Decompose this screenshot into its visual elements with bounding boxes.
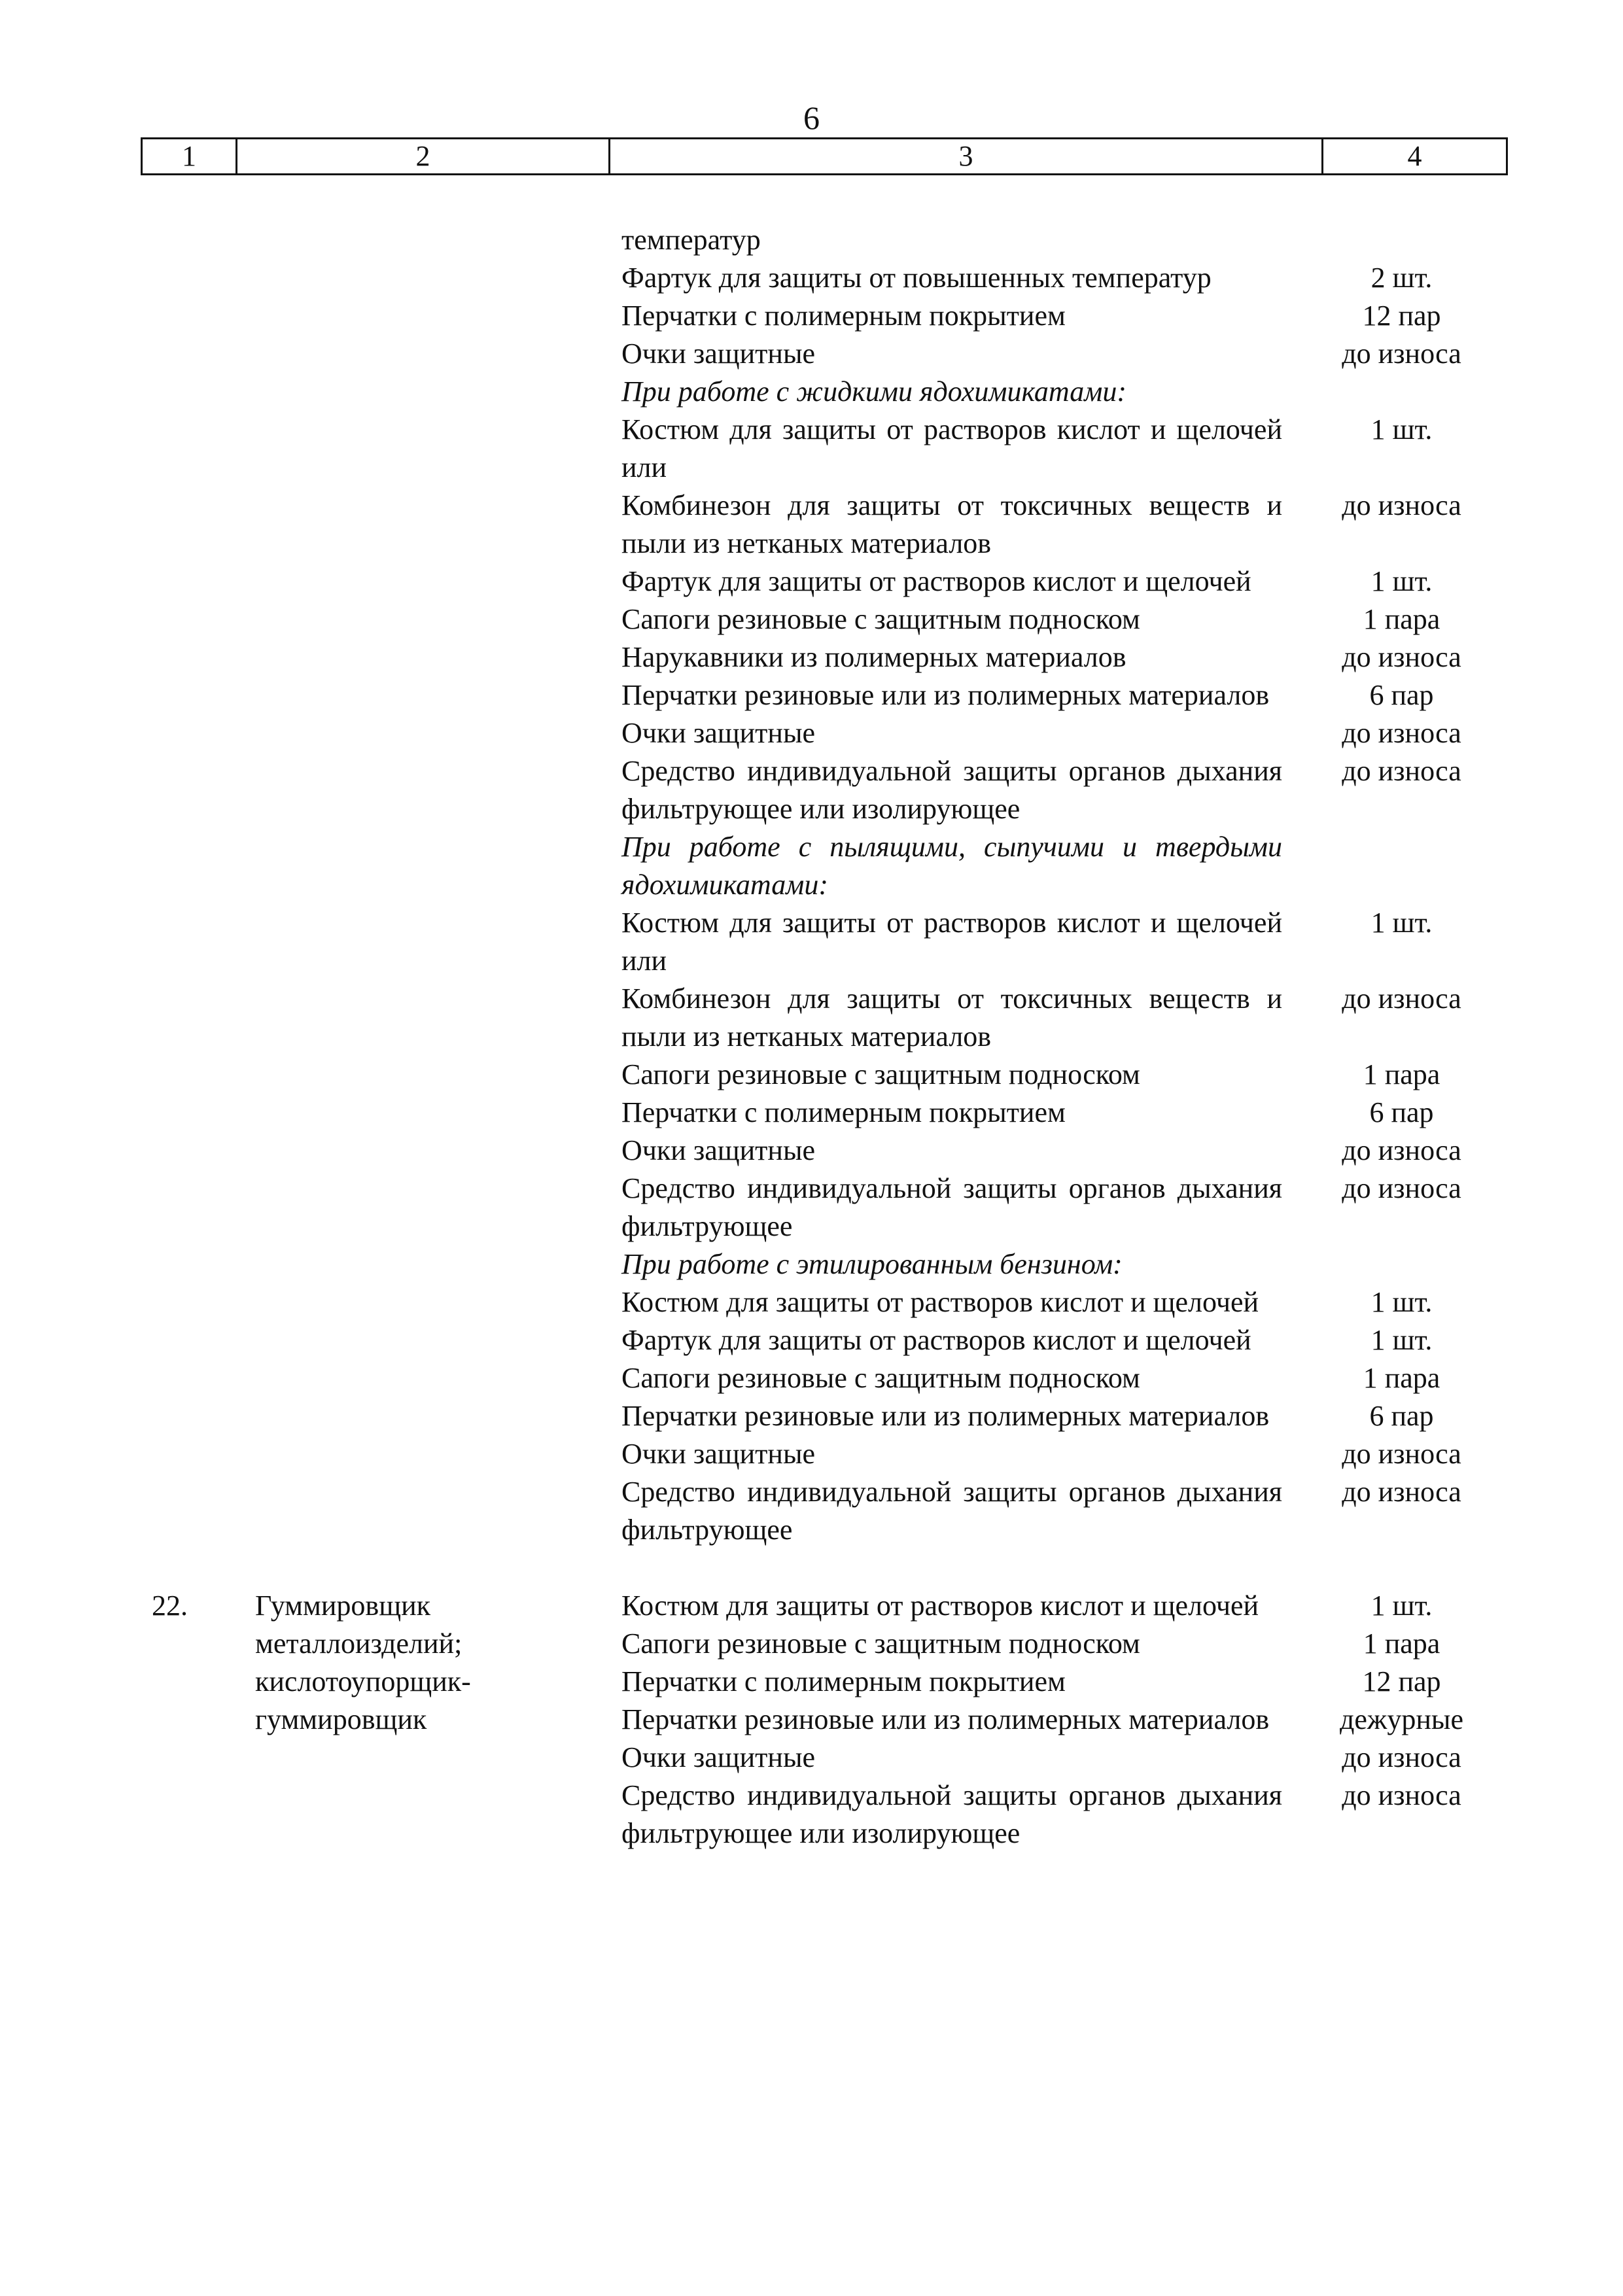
- empty-cell: [236, 1056, 608, 1094]
- table-row: [141, 1132, 1508, 1170]
- table-row: [141, 638, 1508, 676]
- item-quantity: 1 шт.: [1370, 565, 1433, 597]
- empty-cell: [236, 1245, 608, 1283]
- table-row: [141, 221, 1508, 259]
- item-number: 22.: [152, 1590, 188, 1622]
- item-name: Средство индивидуальной защиты органов дыхания фильтрующее или изолирующее: [621, 1779, 1282, 1849]
- empty-cell: [236, 828, 608, 904]
- table-body: [141, 221, 1508, 1852]
- table-row: [141, 904, 1508, 980]
- table-row: [608, 1701, 1508, 1739]
- item-name: Комбинезон для защиты от токсичных веществ и пыли из нетканых материалов: [621, 983, 1282, 1052]
- table-row: [141, 714, 1508, 752]
- item-quantity: до износа: [1342, 1779, 1461, 1811]
- item-name: температур: [621, 224, 761, 256]
- empty-cell: [141, 1321, 236, 1359]
- table-row: [141, 259, 1508, 297]
- table-row: [141, 1283, 1508, 1321]
- item-name: Костюм для защиты от растворов кислот и щелочей или: [621, 907, 1282, 977]
- item-name: Сапоги резиновые с защитным подноском: [621, 603, 1140, 635]
- table-row: [141, 487, 1508, 563]
- item-name: Перчатки резиновые или из полимерных материалов: [621, 1400, 1270, 1432]
- empty-cell: [141, 638, 236, 676]
- item-name: Очки защитные: [621, 1438, 816, 1470]
- item-name: Перчатки резиновые или из полимерных материалов: [621, 679, 1270, 711]
- table-row: [141, 828, 1508, 904]
- block-22: [141, 1587, 1508, 1852]
- item-name: Очки защитные: [621, 1134, 816, 1166]
- item-quantity: 1 шт.: [1370, 1324, 1433, 1356]
- table-row: [141, 1359, 1508, 1397]
- item-quantity: до износа: [1342, 983, 1461, 1015]
- item-quantity: дежурные: [1340, 1703, 1463, 1735]
- item-name: Фартук для защиты от растворов кислот и щелочей: [621, 1324, 1251, 1356]
- item-quantity: 1 шт.: [1370, 413, 1433, 445]
- empty-cell: [236, 373, 608, 411]
- empty-cell: [236, 1359, 608, 1397]
- item-quantity: до износа: [1342, 1134, 1461, 1166]
- item-quantity: [1321, 828, 1508, 904]
- item-quantity: 6 пар: [1369, 1096, 1434, 1128]
- column-header-1: 1: [143, 139, 237, 173]
- empty-cell: [236, 297, 608, 335]
- table-row: [608, 1777, 1508, 1852]
- empty-cell: [236, 1283, 608, 1321]
- item-quantity: 1 шт.: [1370, 1590, 1433, 1622]
- empty-cell: [141, 1283, 236, 1321]
- item-quantity: 12 пар: [1362, 1665, 1441, 1697]
- item-name: Перчатки с полимерным покрытием: [621, 300, 1066, 332]
- section-heading: При работе с пылящими, сыпучими и твердыми ядохимикатами:: [621, 831, 1282, 901]
- empty-cell: [141, 1359, 236, 1397]
- empty-cell: [141, 828, 236, 904]
- item-name: Сапоги резиновые с защитным подноском: [621, 1058, 1140, 1090]
- empty-cell: [236, 980, 608, 1056]
- table-row: [141, 752, 1508, 828]
- profession-name: Гуммировщик металлоизделий; кислотоупорщик-гуммировщик: [255, 1590, 471, 1735]
- table-row: [141, 980, 1508, 1056]
- table-row: [141, 600, 1508, 638]
- table-row: [141, 373, 1508, 411]
- empty-cell: [141, 676, 236, 714]
- empty-cell: [141, 904, 236, 980]
- empty-cell: [236, 1435, 608, 1473]
- item-quantity: до износа: [1342, 1438, 1461, 1470]
- table-row: [608, 1663, 1508, 1701]
- page-number: 6: [803, 99, 820, 136]
- table-row: [141, 676, 1508, 714]
- block-gap: [141, 1549, 1508, 1587]
- empty-cell: [141, 563, 236, 600]
- empty-cell: [141, 714, 236, 752]
- empty-cell: [141, 297, 236, 335]
- empty-cell: [236, 221, 608, 259]
- empty-cell: [141, 335, 236, 373]
- item-quantity: [1321, 1245, 1508, 1283]
- column-header-2: 2: [237, 139, 610, 173]
- empty-cell: [141, 487, 236, 563]
- item-name: Фартук для защиты от повышенных температур: [621, 262, 1212, 294]
- empty-cell: [236, 563, 608, 600]
- item-quantity: 1 пара: [1363, 1058, 1440, 1090]
- empty-cell: [141, 259, 236, 297]
- item-quantity: до износа: [1342, 1172, 1461, 1204]
- item-name: Комбинезон для защиты от токсичных веществ и пыли из нетканых материалов: [621, 489, 1282, 559]
- empty-cell: [236, 752, 608, 828]
- item-name: Очки защитные: [621, 1741, 816, 1773]
- item-name: Нарукавники из полимерных материалов: [621, 641, 1126, 673]
- item-quantity: 1 шт.: [1370, 907, 1433, 939]
- empty-cell: [141, 1473, 236, 1549]
- item-name: Средство индивидуальной защиты органов дыхания фильтрующее: [621, 1172, 1282, 1242]
- empty-cell: [141, 221, 236, 259]
- item-name: Перчатки с полимерным покрытием: [621, 1096, 1066, 1128]
- item-name: Средство индивидуальной защиты органов дыхания фильтрующее: [621, 1476, 1282, 1546]
- table-row: [141, 297, 1508, 335]
- table-row: [141, 1473, 1508, 1549]
- item-quantity: до износа: [1342, 641, 1461, 673]
- empty-cell: [141, 1056, 236, 1094]
- empty-cell: [236, 1094, 608, 1132]
- table-row: [141, 1397, 1508, 1435]
- item-quantity: 1 пара: [1363, 1627, 1440, 1660]
- item-quantity: до износа: [1342, 717, 1461, 749]
- item-name: Перчатки резиновые или из полимерных материалов: [621, 1703, 1270, 1735]
- empty-cell: [141, 373, 236, 411]
- empty-cell: [236, 714, 608, 752]
- item-quantity: 6 пар: [1369, 679, 1434, 711]
- item-name: Костюм для защиты от растворов кислот и щелочей или: [621, 413, 1282, 483]
- empty-cell: [236, 335, 608, 373]
- empty-cell: [141, 1132, 236, 1170]
- table-row: [141, 1435, 1508, 1473]
- empty-cell: [236, 1170, 608, 1245]
- item-name: Костюм для защиты от растворов кислот и щелочей: [621, 1286, 1259, 1318]
- empty-cell: [141, 980, 236, 1056]
- item-name: Средство индивидуальной защиты органов дыхания фильтрующее или изолирующее: [621, 755, 1282, 825]
- item-quantity: до износа: [1342, 755, 1461, 787]
- column-header-4: 4: [1407, 140, 1422, 172]
- section-heading: При работе с этилированным бензином:: [621, 1248, 1123, 1280]
- item-quantity: 2 шт.: [1370, 262, 1433, 294]
- item-quantity: [1321, 373, 1508, 411]
- empty-cell: [236, 259, 608, 297]
- empty-cell: [236, 1132, 608, 1170]
- table-row: [141, 411, 1508, 487]
- empty-cell: [236, 904, 608, 980]
- table-row: [608, 1625, 1508, 1663]
- empty-cell: [141, 1397, 236, 1435]
- empty-cell: [236, 411, 608, 487]
- item-quantity: до износа: [1342, 1476, 1461, 1508]
- empty-cell: [141, 1435, 236, 1473]
- table-row: [141, 335, 1508, 373]
- table-row: [608, 1739, 1508, 1777]
- empty-cell: [236, 600, 608, 638]
- table-row: [141, 1321, 1508, 1359]
- item-name: Костюм для защиты от растворов кислот и щелочей: [621, 1590, 1259, 1622]
- item-name: Очки защитные: [621, 338, 816, 370]
- empty-cell: [141, 600, 236, 638]
- section-heading: При работе с жидкими ядохимикатами:: [621, 375, 1126, 408]
- table-row: [141, 563, 1508, 600]
- empty-cell: [141, 1094, 236, 1132]
- empty-cell: [141, 1245, 236, 1283]
- item-quantity: 1 шт.: [1370, 1286, 1433, 1318]
- column-header-row: [141, 137, 1508, 175]
- table-row: [608, 1587, 1508, 1625]
- table-row: [141, 1056, 1508, 1094]
- empty-cell: [236, 676, 608, 714]
- empty-cell: [141, 1170, 236, 1245]
- table-row: [141, 1094, 1508, 1132]
- item-quantity: 12 пар: [1362, 300, 1441, 332]
- item-quantity: до износа: [1342, 1741, 1461, 1773]
- empty-cell: [236, 1397, 608, 1435]
- item-name: Фартук для защиты от растворов кислот и щелочей: [621, 565, 1251, 597]
- block-continued-items: [141, 221, 1508, 1549]
- item-name: Сапоги резиновые с защитным подноском: [621, 1362, 1140, 1394]
- empty-cell: [236, 638, 608, 676]
- empty-cell: [236, 1473, 608, 1549]
- item-name: Очки защитные: [621, 717, 816, 749]
- item-quantity: до износа: [1342, 338, 1461, 370]
- item-quantity: 6 пар: [1369, 1400, 1434, 1432]
- empty-cell: [141, 411, 236, 487]
- item-quantity: до износа: [1342, 489, 1461, 521]
- empty-cell: [236, 1321, 608, 1359]
- table-row: [141, 1170, 1508, 1245]
- empty-cell: [236, 487, 608, 563]
- empty-cell: [141, 752, 236, 828]
- table-row: [141, 1245, 1508, 1283]
- item-quantity: [1321, 221, 1508, 259]
- item-quantity: 1 пара: [1363, 603, 1440, 635]
- item-quantity: 1 пара: [1363, 1362, 1440, 1394]
- block-22-items: [608, 1587, 1508, 1852]
- item-name: Сапоги резиновые с защитным подноском: [621, 1627, 1140, 1660]
- item-name: Перчатки с полимерным покрытием: [621, 1665, 1066, 1697]
- column-header-3: 3: [610, 139, 1323, 173]
